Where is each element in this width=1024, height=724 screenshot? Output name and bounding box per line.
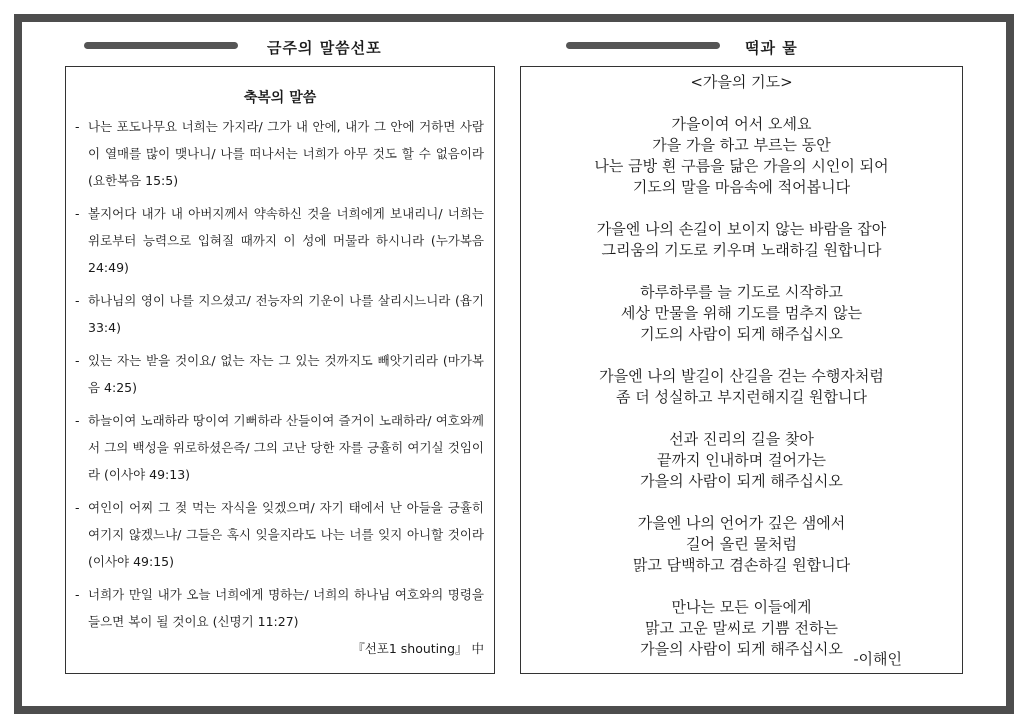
verse-item: - 너희가 만일 내가 오늘 너희에게 명하는/ 너희의 하나님 여호와의 명령을 들으면 복이 될 것이요 (신명기 11:27) xyxy=(75,587,484,629)
poem-title: <가을의 기도> xyxy=(690,73,793,91)
poem-line: 가을엔 나의 언어가 깊은 샘에서 xyxy=(637,514,846,532)
poem-line: 가을의 사람이 되게 해주십시오 xyxy=(640,640,843,658)
poem-line: 가을엔 나의 손길이 보이지 않는 바람을 잡아 xyxy=(596,220,887,238)
poem-line: 가을엔 나의 발길이 산길을 걷는 수행자처럼 xyxy=(599,367,884,385)
poem-line: 하루하루를 늘 기도로 시작하고 xyxy=(640,283,843,301)
verse-item: - 여인이 어찌 그 젖 먹는 자식을 잊겠으며/ 자기 태에서 난 아들을 긍휼히 여기지 않겠느냐/ 그들은 혹시 잊을지라도 나는 너를 잊지 아니할 것이라 (이사야 49:15) xyxy=(75,500,484,569)
verse-item: - 나는 포도나무요 너희는 가지라/ 그가 내 안에, 내가 그 안에 거하면 사람이 열매를 많이 맺나니/ 나를 떠나서는 너희가 아무 것도 할 수 없음이라 (요한복음 15:5) xyxy=(75,119,484,188)
verse-text: 하나님의 영이 나를 지으셨고/ 전능자의 기운이 나를 살리시느니라 (욥기 33:4) xyxy=(88,293,484,335)
poem-stanza xyxy=(521,366,962,408)
poem-line: 기도의 사람이 되게 해주십시오 xyxy=(640,325,843,343)
poem-line: 나는 금방 흰 구름을 닮은 가을의 시인이 되어 xyxy=(594,157,889,175)
verse-item: - 하늘이여 노래하라 땅이여 기뻐하라 산들이여 즐거이 노래하라/ 여호와께서 그의 백성을 위로하셨은즉/ 그의 고난 당한 자를 긍휼히 여기실 것임이라 (이사야 49:13) xyxy=(75,413,484,482)
poem-stanza xyxy=(521,219,962,261)
poem-panel xyxy=(520,66,963,674)
poem-line: 좀 더 성실하고 부지런해지길 원합니다 xyxy=(616,388,867,406)
poem-line: 만나는 모든 이들에게 xyxy=(671,598,812,616)
poem-stanza xyxy=(521,114,962,198)
verse-text: 나는 포도나무요 너희는 가지라/ 그가 내 안에, 내가 그 안에 거하면 사람이 열매를 많이 맺나니/ 나를 떠나서는 너희가 아무 것도 할 수 없음이라 (요한복음 15:5) xyxy=(88,119,484,188)
poem-author: -이해인 xyxy=(853,650,902,668)
poem-line: 세상 만물을 위해 기도를 멈추지 않는 xyxy=(620,304,863,322)
verse-text: 너희가 만일 내가 오늘 너희에게 명하는/ 너희의 하나님 여호와의 명령을 들으면 복이 될 것이요 (신명기 11:27) xyxy=(88,587,484,629)
right-header-bar xyxy=(566,42,720,49)
poem-line: 가을 가을 하고 부르는 동안 xyxy=(652,136,831,154)
verse-text: 볼지어다 내가 내 아버지께서 약속하신 것을 너희에게 보내리니/ 너희는 위로부터 능력으로 입혀질 때까지 이 성에 머물라 하시니라 (누가복음 24:49) xyxy=(88,206,484,275)
poem-line: 가을이여 어서 오세요 xyxy=(671,115,812,133)
verse-item: - 있는 자는 받을 것이요/ 없는 자는 그 있는 것까지도 빼앗기리라 (마가복음 4:25) xyxy=(75,353,484,395)
verse-item: - 하나님의 영이 나를 지으셨고/ 전능자의 기운이 나를 살리시느니라 (욥기 33:4) xyxy=(75,293,484,335)
poem-stanza xyxy=(521,429,962,492)
verse-text: 여인이 어찌 그 젖 먹는 자식을 잊겠으며/ 자기 태에서 난 아들을 긍휼히 여기지 않겠느냐/ 그들은 혹시 잊을지라도 나는 너를 잊지 아니할 것이라 (이사야 49:15) xyxy=(88,500,484,569)
source-citation: 『선포1 shouting』 中 xyxy=(352,641,484,656)
scripture-title: 축복의 말씀 xyxy=(243,90,317,106)
poem-line: 맑고 고운 말씨로 기쁨 전하는 xyxy=(645,619,838,637)
right-header: 떡과 물 xyxy=(745,39,798,57)
verse-text: 하늘이여 노래하라 땅이여 기뻐하라 산들이여 즐거이 노래하라/ 여호와께서 그의 백성을 위로하셨은즉/ 그의 고난 당한 자를 긍휼히 여기실 것임이라 (이사야 49:13) xyxy=(88,413,484,482)
poem-body xyxy=(521,114,962,660)
poem-line: 맑고 담백하고 겸손하길 원합니다 xyxy=(632,556,851,574)
scripture-panel xyxy=(65,66,495,674)
verse-text: 있는 자는 받을 것이요/ 없는 자는 그 있는 것까지도 빼앗기리라 (마가복음 4:25) xyxy=(88,353,484,395)
poem-stanza xyxy=(521,282,962,345)
poem-line: 길어 올린 물처럼 xyxy=(686,535,797,553)
left-header-bar xyxy=(84,42,238,49)
poem-stanza xyxy=(521,513,962,576)
poem-line: 그리움의 기도로 키우며 노래하길 원합니다 xyxy=(601,241,882,259)
poem-line: 기도의 말을 마음속에 적어봅니다 xyxy=(632,178,851,196)
poem-line: 끝까지 인내하며 걸어가는 xyxy=(657,451,826,469)
verse-item: - 볼지어다 내가 내 아버지께서 약속하신 것을 너희에게 보내리니/ 너희는 위로부터 능력으로 입혀질 때까지 이 성에 머물라 하시니라 (누가복음 24:49) xyxy=(75,206,484,275)
poem-line: 가을의 사람이 되게 해주십시오 xyxy=(640,472,843,490)
poem-line: 선과 진리의 길을 찾아 xyxy=(669,430,814,448)
left-header: 금주의 말씀선포 xyxy=(267,39,382,57)
